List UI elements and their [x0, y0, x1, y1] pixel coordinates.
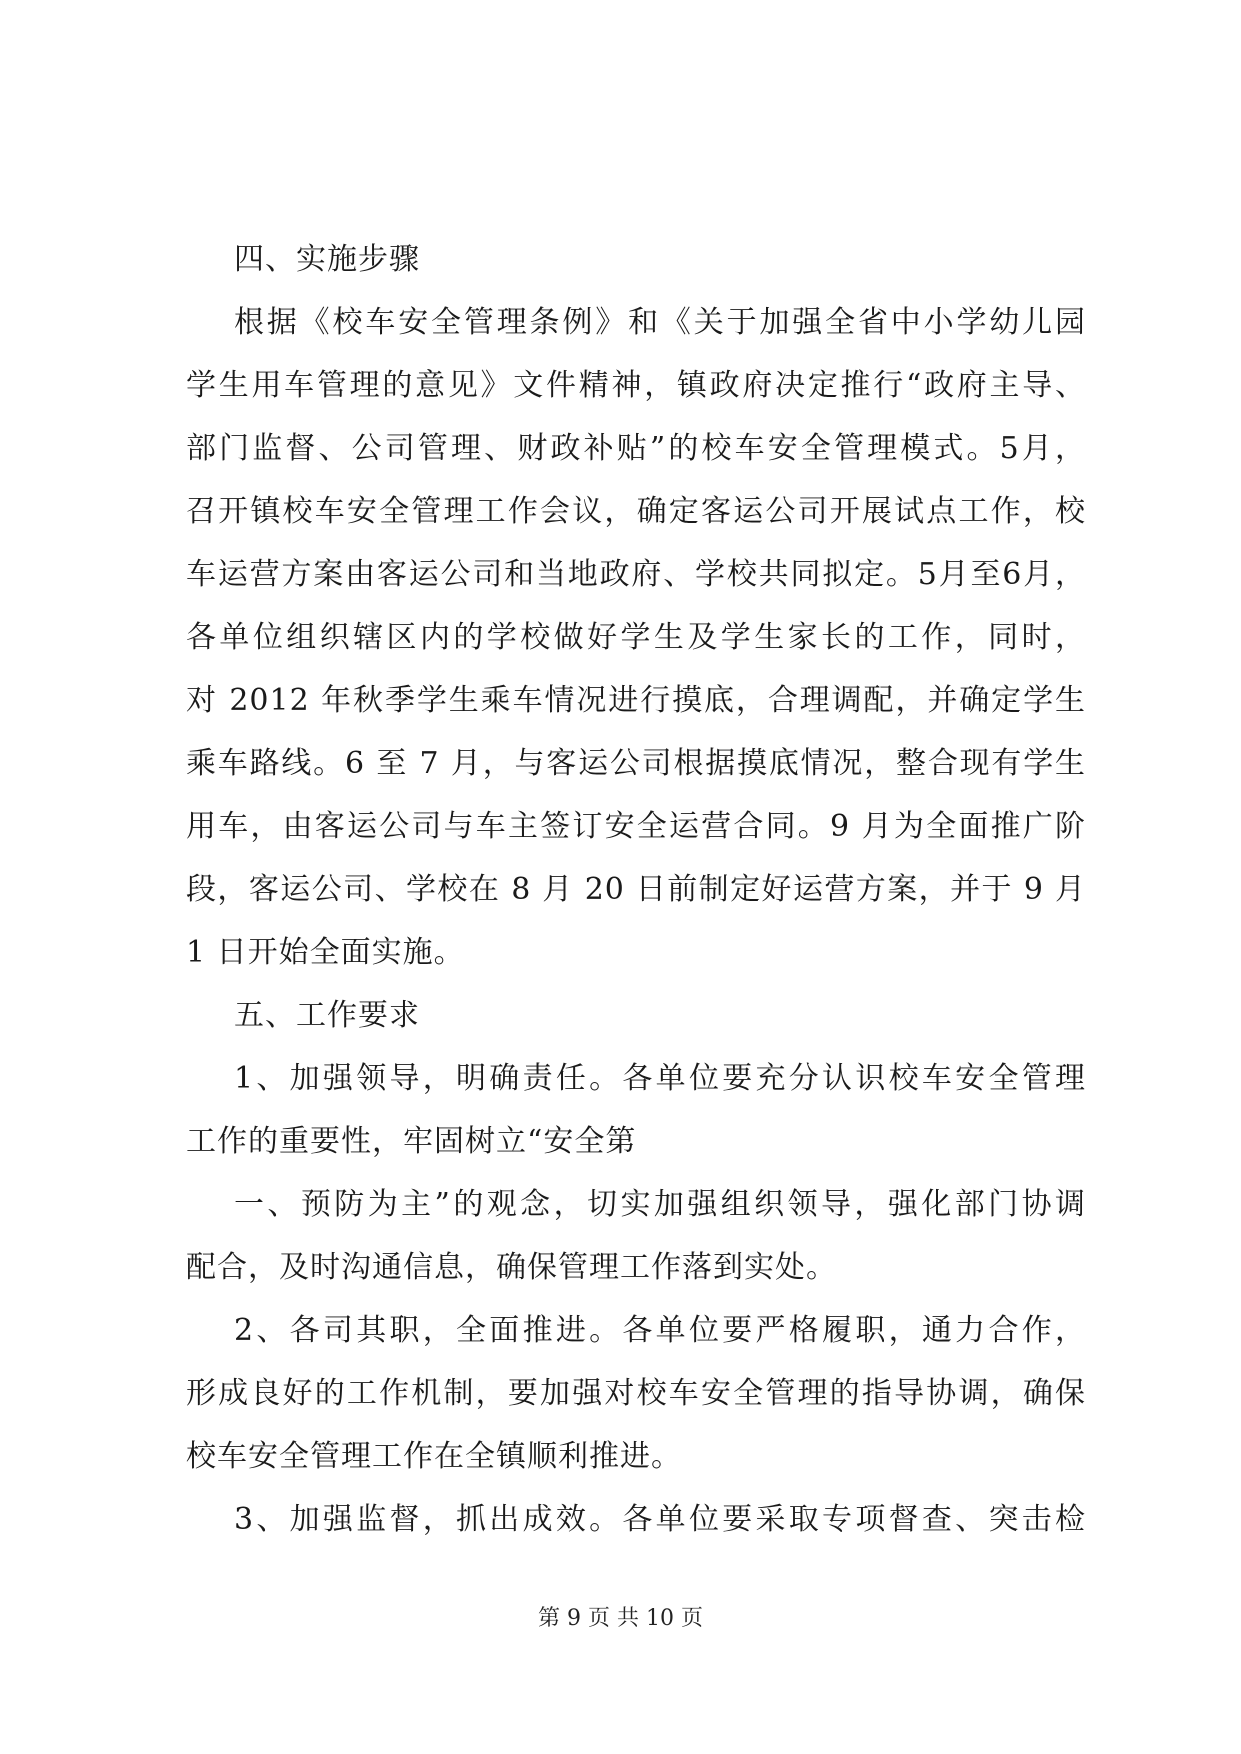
- page-footer: 第 9 页 共 10 页: [538, 1606, 703, 1631]
- text-line: 乘车路线。6 至 7 月，与客运公司根据摸底情况，整合现有学生: [186, 746, 1086, 781]
- text-line: 根据《校车安全管理条例》和《关于加强全省中小学幼儿园: [234, 305, 1086, 340]
- text-line: 各单位组织辖区内的学校做好学生及学生家长的工作，同时，: [186, 620, 1086, 655]
- text-line: 校车安全管理工作在全镇顺利推进。: [186, 1439, 682, 1474]
- text-line: 部门监督、公司管理、财政补贴”的校车安全管理模式。5月，: [186, 431, 1086, 466]
- text-line: 一、预防为主”的观念，切实加强组织领导，强化部门协调: [234, 1187, 1086, 1222]
- text-line: 1、加强领导，明确责任。各单位要充分认识校车安全管理: [234, 1061, 1086, 1096]
- document-body: [186, 228, 1086, 1551]
- text-line: 车运营方案由客运公司和当地政府、学校共同拟定。5月至6月，: [186, 557, 1086, 592]
- text-line: 五、工作要求: [234, 998, 420, 1033]
- text-line: 工作的重要性，牢固树立“安全第: [186, 1124, 637, 1159]
- text-line: 2、各司其职，全面推进。各单位要严格履职，通力合作，: [234, 1313, 1086, 1348]
- text-line: 段，客运公司、学校在 8 月 20 日前制定好运营方案，并于 9 月: [186, 872, 1086, 907]
- text-line: 召开镇校车安全管理工作会议，确定客运公司开展试点工作，校: [186, 494, 1086, 529]
- text-line: 对 2012 年秋季学生乘车情况进行摸底，合理调配，并确定学生: [186, 683, 1086, 718]
- text-line: 配合，及时沟通信息，确保管理工作落到实处。: [186, 1250, 837, 1285]
- text-line: 1 日开始全面实施。: [186, 935, 465, 970]
- text-line: 用车，由客运公司与车主签订安全运营合同。9 月为全面推广阶: [186, 809, 1086, 844]
- text-line: 四、实施步骤: [234, 242, 420, 277]
- text-line: 形成良好的工作机制，要加强对校车安全管理的指导协调，确保: [186, 1376, 1086, 1411]
- text-line: 3、加强监督，抓出成效。各单位要采取专项督查、突击检: [234, 1502, 1086, 1537]
- text-line: 学生用车管理的意见》文件精神，镇政府决定推行“政府主导、: [186, 368, 1086, 403]
